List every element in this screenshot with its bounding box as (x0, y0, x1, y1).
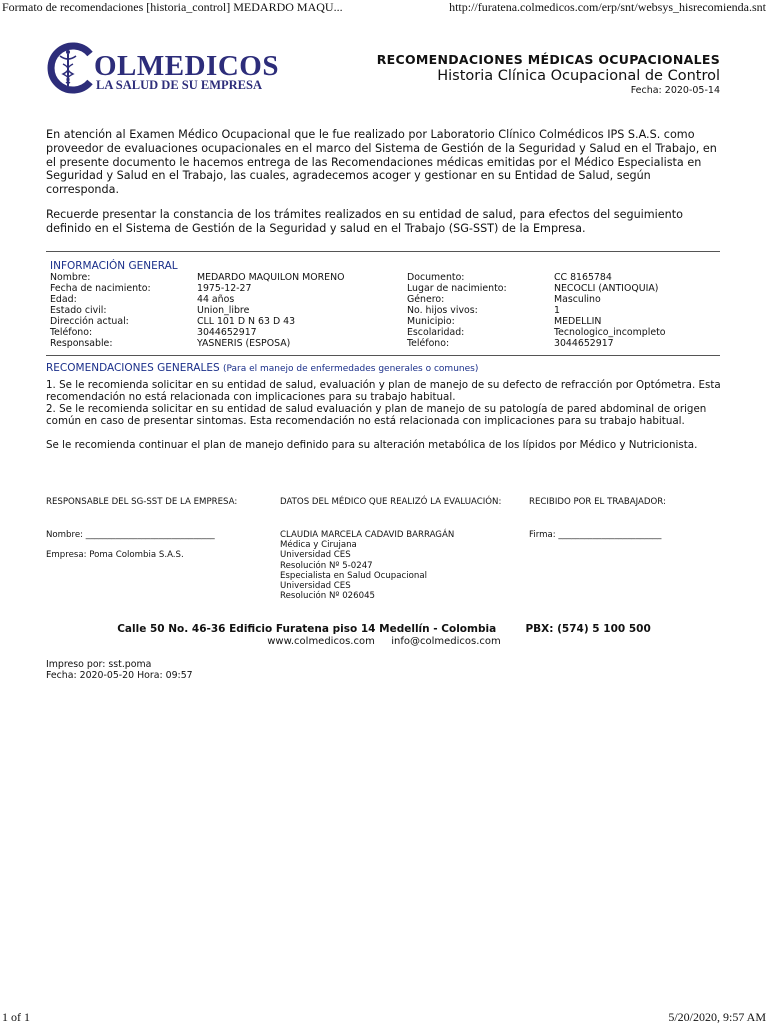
info-value: 3044652917 (197, 327, 257, 338)
doctor-details (280, 530, 454, 601)
print-footer-date: 5/20/2020, 9:57 AM (668, 1010, 766, 1024)
recommendations-title (46, 362, 478, 374)
info-value: MEDARDO MAQUILON MORENO (197, 272, 345, 283)
info-row (50, 283, 724, 294)
document-heading (377, 52, 720, 96)
info-section-title: INFORMACIÓN GENERAL (50, 260, 178, 272)
info-label: Dirección actual: (50, 316, 129, 327)
date-label: Fecha: (630, 85, 662, 96)
company-web-line (0, 636, 768, 647)
print-header-url: http://furatena.colmedicos.com/erp/snt/websys_hisrecomienda.snt (449, 0, 766, 14)
divider (46, 355, 720, 356)
divider (46, 251, 720, 252)
doctor-detail: Médica y Cirujana (280, 540, 357, 551)
printed-info (46, 659, 193, 681)
info-label: No. hijos vivos: (407, 305, 478, 316)
worker-heading: RECIBIDO POR EL TRABAJADOR: (529, 497, 666, 507)
intro-paragraph-2: Recuerde presentar la constancia de los trámites realizados en su entidad de salud, para efectos del seguimiento definido en el Sistema de Gestión de la Seguridad y salud en el Trabajo (SG-SST) de la Empresa. (46, 208, 683, 235)
doctor-detail: Resolución Nº 5-0247 (280, 560, 373, 571)
info-value: YASNERIS (ESPOSA) (197, 338, 291, 349)
info-label: Edad: (50, 294, 77, 305)
info-label: Lugar de nacimiento: (407, 283, 507, 294)
info-value: MEDELLIN (554, 316, 602, 327)
document-subtitle: Historia Clínica Ocupacional de Control (437, 68, 720, 84)
recommendation-item: 2. Se le recomienda solicitar en su entidad de salud evaluación y plan de manejo de su patología de pared abdominal de origen común en caso de presentar sintomas. Esta recomendación no está relacionada con implicaciones para su trabajo habitual. (46, 403, 707, 427)
info-table (50, 272, 724, 349)
intro-paragraph-1: En atención al Examen Médico Ocupacional que le fue realizado por Laboratorio Clínico Colmédicos IPS S.A.S. como proveedor de evaluaciones ocupacionales en el marco del Sistema de Gestión de la Seguridad y Salud en el Trabajo, en el presente documento le hacemos entrega de las Recomendaciones médicas emitidas por el Médico Especialista en Seguridad y Salud en el Trabajo, las cuales, agradecemos acoger y gestionar en su Entidad de Salud, según corresponda. (46, 128, 717, 197)
info-row (50, 272, 724, 283)
company-address-line (0, 623, 768, 635)
company-name: Empresa: Poma Colombia S.A.S. (46, 550, 184, 560)
info-label: Estado civil: (50, 305, 107, 316)
info-value: NECOCLI (ANTIOQUIA) (554, 283, 659, 294)
info-row (50, 316, 724, 327)
responsible-name-line: Nombre: ______________________________ (46, 530, 215, 540)
info-value: Union_libre (197, 305, 250, 316)
company-pbx: PBX: (574) 5 100 500 (525, 623, 651, 635)
doctor-detail: Universidad CES (280, 581, 351, 592)
info-label: Género: (407, 294, 445, 305)
info-label: Documento: (407, 272, 465, 283)
company-website[interactable]: www.colmedicos.com (267, 636, 375, 647)
info-value: 1975-12-27 (197, 283, 252, 294)
print-header-title: Formato de recomendaciones [historia_control] MEDARDO MAQU... (2, 0, 343, 14)
info-label: Municipio: (407, 316, 455, 327)
recommendations-heading: RECOMENDACIONES GENERALES (46, 362, 220, 374)
company-email[interactable]: info@colmedicos.com (391, 636, 501, 647)
info-label: Teléfono: (50, 327, 93, 338)
colmedicos-logo (46, 42, 279, 98)
logo-name: OLMEDICOS (94, 50, 279, 82)
info-value: 44 años (197, 294, 235, 305)
doctor-heading: DATOS DEL MÉDICO QUE REALIZÓ LA EVALUACIÓN: (280, 497, 502, 507)
info-value: Masculino (554, 294, 601, 305)
date-value: 2020-05-14 (664, 85, 720, 96)
info-label: Escolaridad: (407, 327, 465, 338)
info-row (50, 327, 724, 338)
info-value: CLL 101 D N 63 D 43 (197, 316, 296, 327)
info-value: 3044652917 (554, 338, 614, 349)
worker-signature-line: Firma: ________________________ (529, 530, 662, 540)
info-row (50, 294, 724, 305)
company-address: Calle 50 No. 46-36 Edificio Furatena piso 14 Medellín - Colombia (117, 623, 497, 635)
info-label: Responsable: (50, 338, 113, 349)
doctor-detail: Especialista en Salud Ocupacional (280, 570, 427, 581)
info-label: Nombre: (50, 272, 91, 283)
info-label: Fecha de nacimiento: (50, 283, 151, 294)
info-value: 1 (554, 305, 560, 316)
recommendations-note: (Para el manejo de enfermedades generales o comunes) (222, 364, 479, 374)
doctor-detail: Resolución Nº 026045 (280, 591, 376, 602)
doctor-detail: Universidad CES (280, 550, 351, 561)
info-label: Teléfono: (407, 338, 450, 349)
caduceus-c-icon (46, 42, 98, 94)
info-value: CC 8165784 (554, 272, 612, 283)
recommendation-item: 1. Se le recomienda solicitar en su entidad de salud, evaluación y plan de manejo de su defecto de refracción por Optómetra. Esta recomendación no está relacionada con implicaciones para su trabajo habitual. (46, 379, 721, 403)
recommendations-list (46, 379, 726, 451)
info-row (50, 305, 724, 316)
printed-date: Fecha: 2020-05-20 Hora: 09:57 (46, 670, 193, 681)
printed-by: Impreso por: sst.poma (46, 659, 152, 670)
info-value: Tecnologico_incompleto (554, 327, 666, 338)
print-footer-page: 1 of 1 (2, 1010, 30, 1024)
recommendation-extra: Se le recomienda continuar el plan de manejo definido para su alteración metabólica de los lípidos por Médico y Nutricionista. (46, 439, 698, 451)
document-title: RECOMENDACIONES MÉDICAS OCUPACIONALES (376, 52, 720, 67)
doctor-name: CLAUDIA MARCELA CADAVID BARRAGÁN (280, 530, 455, 540)
company-responsible-heading: RESPONSABLE DEL SG-SST DE LA EMPRESA: (46, 497, 238, 507)
document-date (377, 85, 720, 96)
info-row (50, 338, 724, 349)
logo-slogan: LA SALUD DE SU EMPRESA (96, 78, 263, 92)
